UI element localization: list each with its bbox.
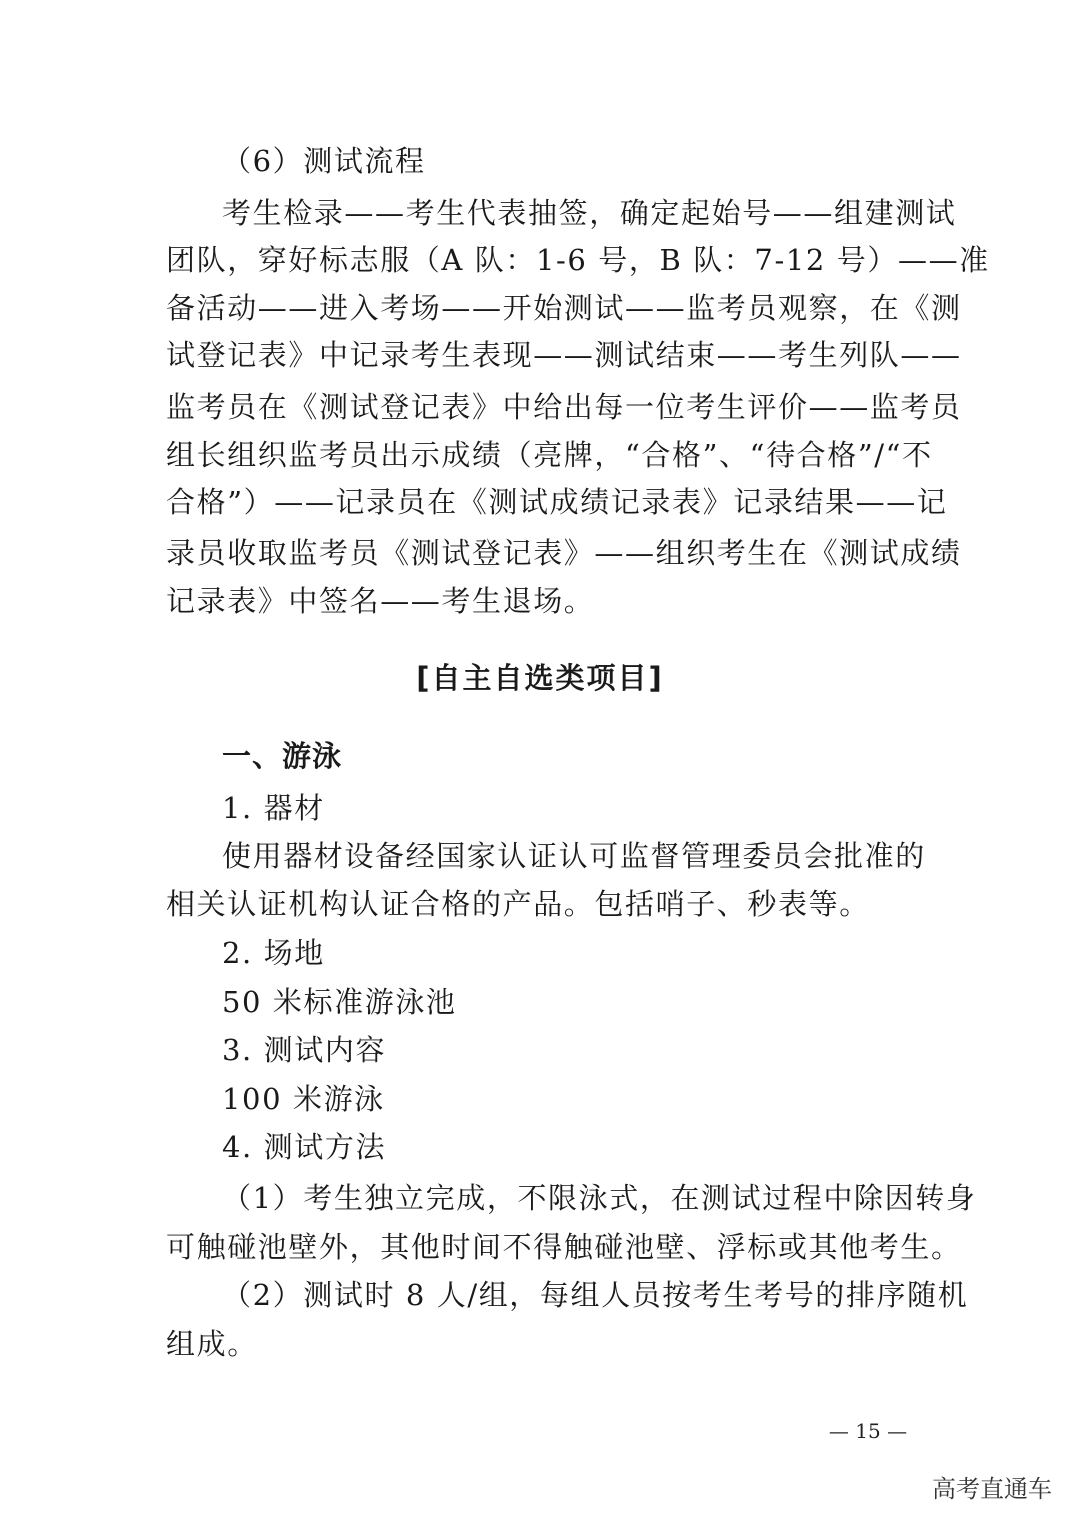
paragraph-line: （1）考生独立完成，不限泳式，在测试过程中除因转身 — [222, 1181, 977, 1215]
watermark-text: 高考直通车 — [932, 1475, 1052, 1503]
swimming-title: 一、游泳 — [222, 739, 343, 773]
page-number: — 15 — — [828, 1419, 908, 1443]
paragraph-line: 备活动——进入考场——开始测试——监考员观察，在《测 — [166, 291, 962, 325]
venue-text: 50 米标准游泳池 — [222, 985, 457, 1019]
category-title: [自主自选类项目] — [416, 661, 664, 695]
paragraph-line: 试登记表》中记录考生表现——测试结束——考生列队—— — [166, 338, 962, 372]
equipment-heading: 1. 器材 — [222, 791, 325, 825]
paragraph-line: 组成。 — [166, 1327, 258, 1361]
paragraph-line: （2）测试时 8 人/组，每组人员按考生考号的排序随机 — [222, 1278, 969, 1312]
paragraph-line: 组长组织监考员出示成绩（亮牌，“合格”、“待合格”/“不 — [166, 438, 933, 472]
method-heading: 4. 测试方法 — [222, 1130, 387, 1164]
paragraph-line: 录员收取监考员《测试登记表》——组织考生在《测试成绩 — [166, 536, 962, 570]
section-6-heading: （6）测试流程 — [222, 144, 426, 178]
venue-heading: 2. 场地 — [222, 936, 325, 970]
paragraph-line: 监考员在《测试登记表》中给出每一位考生评价——监考员 — [166, 390, 962, 424]
paragraph-line: 使用器材设备经国家认证认可监督管理委员会批准的 — [222, 839, 926, 873]
paragraph-line: 合格”）——记录员在《测试成绩记录表》记录结果——记 — [166, 485, 948, 519]
content-text: 100 米游泳 — [222, 1082, 385, 1116]
paragraph-line: 记录表》中签名——考生退场。 — [166, 584, 595, 618]
content-heading: 3. 测试内容 — [222, 1033, 387, 1067]
paragraph-line: 可触碰池壁外，其他时间不得触碰池壁、浮标或其他考生。 — [166, 1230, 962, 1264]
paragraph-line: 相关认证机构认证合格的产品。包括哨子、秒表等。 — [166, 887, 870, 921]
paragraph-line: 考生检录——考生代表抽签，确定起始号——组建测试 — [222, 196, 957, 230]
paragraph-line: 团队，穿好标志服（A 队：1-6 号，B 队：7-12 号）——准 — [166, 243, 990, 277]
